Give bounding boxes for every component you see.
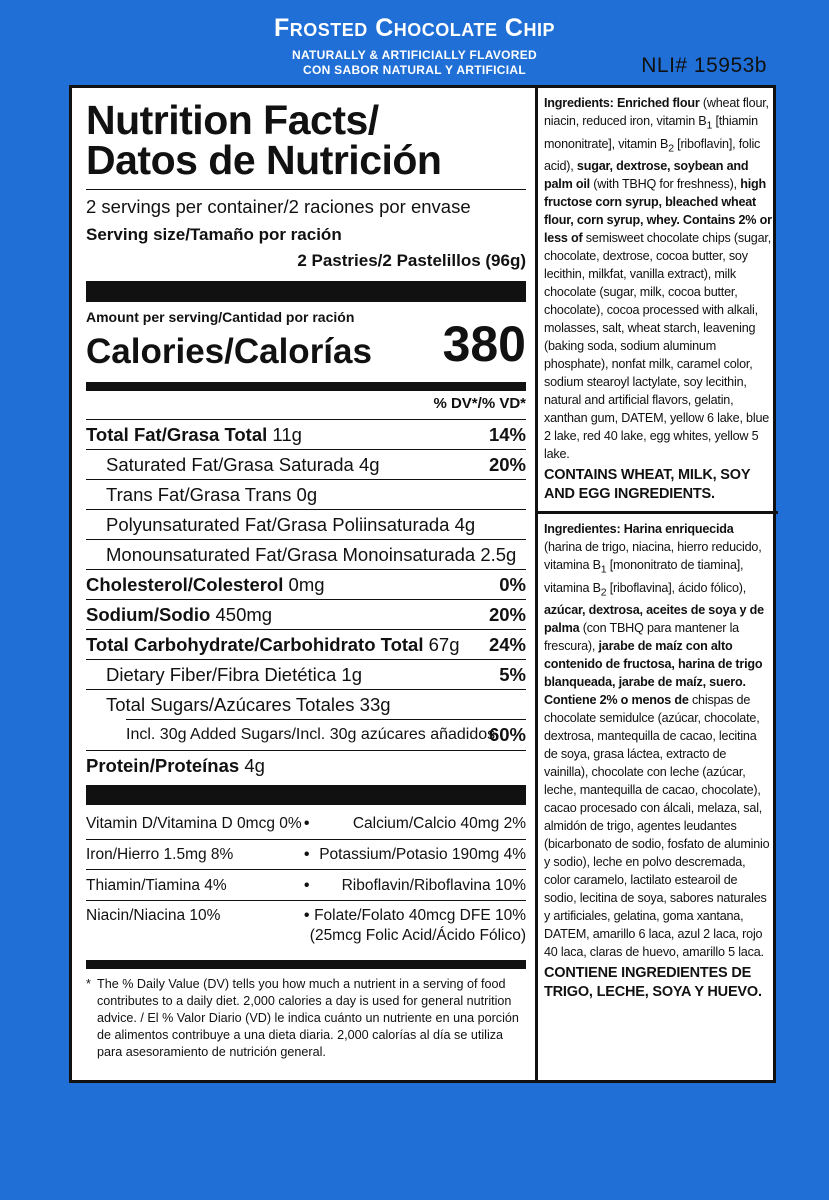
ingredients-en: Ingredients: Enriched flour (wheat flour, niacin, reduced iron, vitamin $B_1$ [thiamin mononitrate], vitamin $B_2$ [riboflavin], folic acid), sugar, dextrose, soybean and palm oil (with TBHQ for freshness), high fructose corn syrup, bleached wheat flour, corn syrup, whey. Contains 2% or less of semisweet chocolate chips (sugar, chocolate, dextrose, cocoa butter, soy lecithin, milkfat, vanilla extract), milk chocolate (sugar, milk, cocoa butter, chocolate), cocoa processed with alkali, molasses, salt, wheat starch, leavening (baking soda, sodium aluminum phosphate), nonfat milk, caramel color, sodium stearoyl lactylate, soy lecithin, natural and artificial flavors, gelatin, xanthan gum, DATEM, yellow 6 lake, blue 2 lake, red 40 lake, egg whites, yellow 5 lake. [544,96,772,462]
product-title: Frosted Chocolate Chip [274,14,555,42]
medium-rule [86,382,526,391]
facts-title-line2: Datos de Nutrición [86,137,442,183]
medium-rule [86,960,526,969]
serving-size-value: 2 Pastries/2 Pastelillos (96g) [297,251,526,270]
nutrient-row-saturated-fat [86,449,526,479]
nutrient-row-protein [86,750,526,780]
nutrient-dv: 60% [488,724,526,745]
footnote [86,976,526,1061]
vitamin-row [86,906,526,950]
nutrient-name: Total Sugars/Azúcares Totales 33g [106,694,391,715]
vitamin-left: Niacin/Niacina 10% [86,907,221,924]
nutrient-name: Cholesterol/Colesterol [86,574,284,595]
nutrient-row-monounsaturated-fat [86,539,526,569]
nutrient-row-dietary-fiber [86,659,526,689]
nutrient-name: Saturated Fat/Grasa Saturada 4g [106,454,380,475]
bullet: • [304,815,310,832]
vitamin-right: Calcium/Calcio 40mg 2% [352,815,526,832]
flavor-note-es: CON SABOR NATURAL Y ARTIFICIAL [302,63,526,77]
nutrient-row-total-carbohydrate [86,629,526,659]
amount-per-serving: Amount per serving/Cantidad por ración [86,309,355,325]
vitamin-right-line1: Folate/Folato 40mcg DFE 10% [314,907,526,924]
nutrient-name: Incl. 30g Added Sugars/Incl. 30g azúcares añadidos [126,726,496,743]
nutrient-dv: 20% [488,454,526,475]
nli-code: NLI# 15953b [641,54,767,77]
nutrient-amount: 11g [267,424,302,445]
dv-header: % DV*/% VD* [433,395,526,412]
vitamin-right [310,906,526,946]
nutrient-dv: 20% [488,604,526,625]
rule [86,900,526,901]
bullet: • [304,877,310,894]
nutrient-name: Monounsaturated Fat/Grasa Monoinsaturada 2.5g [106,544,517,565]
footnote-star: * [86,977,91,991]
facts-title [86,97,442,183]
bullet: • [304,846,310,863]
nutrition-panel [69,85,776,1083]
vitamin-left: Vitamin D/Vitamina D 0mcg 0% [86,815,302,832]
nutrient-dv: 14% [488,424,526,445]
servings-per-container: 2 servings per container/2 raciones por envase [86,196,471,217]
nutrient-row-cholesterol [86,569,526,599]
facts-title-line1: Nutrition Facts/ [86,97,379,143]
nutrient-name: Trans Fat/Grasa Trans 0g [106,484,318,505]
nutrient-row-trans-fat [86,479,526,509]
nutrient-amount: 67g [423,634,460,655]
calories-label: Calories/Calorías [86,332,372,371]
ingredients-es: Ingredientes: Harina enriquecida (harina de trigo, niacina, hierro reducido, vitamina $B_1$ [mononitrato de tiamina], vitamina $B_2$ [riboflavina], ácido fólico), azúcar, dextrosa, aceites de soya y de palma (con TBHQ para mantener la frescura), jarabe de maíz con alto contenido de fructosa, harina de trigo blanqueada, jarabe de maíz, suero. Contiene 2% o menos de chispas de chocolate semidulce (azúcar, chocolate, dextrosa, mantequilla de cacao, lecitina de soya, grasa láctea, extracto de vainilla), chocolate con leche (azúcar, leche, mantequilla de cacao, chocolate), cacao procesado con álcali, melaza, sal, almidón de trigo, agentes leudantes (bicarbonato de sodio, fosfato de aluminio y sodio), leche en polvo descremada, color caramelo, lactilato estearoil de sodio, lecitina de soya, sabores naturales y artificiales, gelatina, goma xantana, DATEM, amarillo 6 laca, azul 2 laca, rojo 40 laca, claras de huevo, amarillo 5 laca. [544,522,770,960]
vitamin-row [86,814,526,838]
vitamin-right: Riboflavin/Riboflavina 10% [341,877,526,894]
nutrient-name: Total Carbohydrate/Carbohidrato Total [86,634,424,655]
nutrient-name: Dietary Fiber/Fibra Dietética 1g [106,664,363,685]
flavor-note-en: NATURALLY & ARTIFICIALLY FLAVORED [291,48,538,62]
nutrient-name: Protein/Proteínas [86,755,240,776]
nutrient-dv: 24% [488,634,526,655]
calories-value: 380 [442,316,526,372]
nutrient-row-polyunsaturated-fat [86,509,526,539]
nutrient-name: Sodium/Sodio [86,604,211,625]
nutrient-amount: 4g [239,755,265,776]
vitamin-row [86,876,526,900]
vitamin-right-line2: (25mcg Folic Acid/Ácido Fólico) [309,927,526,944]
separator [538,511,778,514]
nutrient-dv: 0% [499,574,526,595]
vitamin-right: Potassium/Potasio 190mg 4% [319,846,526,863]
vitamin-left: Thiamin/Tiamina 4% [86,877,227,894]
thick-rule [86,281,526,302]
serving-size-label: Serving size/Tamaño por ración [86,225,342,244]
nutrient-dv: 5% [499,664,526,685]
thick-rule [86,785,526,805]
nutrient-amount: 0mg [283,574,325,595]
vitamin-row [86,845,526,869]
allergen-statement-en: CONTAINS WHEAT, MILK, SOY AND EGG INGREDIENTS. [544,467,751,503]
footnote-text: The % Daily Value (DV) tells you how much a nutrient in a serving of food contributes to a daily diet. 2,000 calories a day is used for general nutrition advice. / El % Valor Diario (VD) le indica cuánto un nutriente en una porción de alimentos contribuye a una dieta diaria. 2,000 calorías al día se utiliza para asesoramiento de nutrición general. [97,977,519,1059]
nutrient-name: Polyunsaturated Fat/Grasa Poliinsaturada 4g [106,514,476,535]
ingredients-panel [544,94,772,1002]
allergen-statement-es: CONTIENE INGREDIENTES DE TRIGO, LECHE, SOYA Y HUEVO. [544,965,762,1001]
nutrient-row-total-fat [86,419,526,449]
nutrition-facts-box [72,88,538,1080]
nutrient-name: Total Fat/Grasa Total [86,424,268,445]
nutrient-row-sodium [86,599,526,629]
rule [86,189,526,190]
rule [86,869,526,870]
nutrient-row-total-sugars [86,689,526,719]
rule [86,839,526,840]
vitamin-left: Iron/Hierro 1.5mg 8% [86,846,234,863]
bullet: • [304,907,310,924]
nutrient-row-added-sugars [86,720,526,750]
nutrient-amount: 450mg [210,604,273,625]
